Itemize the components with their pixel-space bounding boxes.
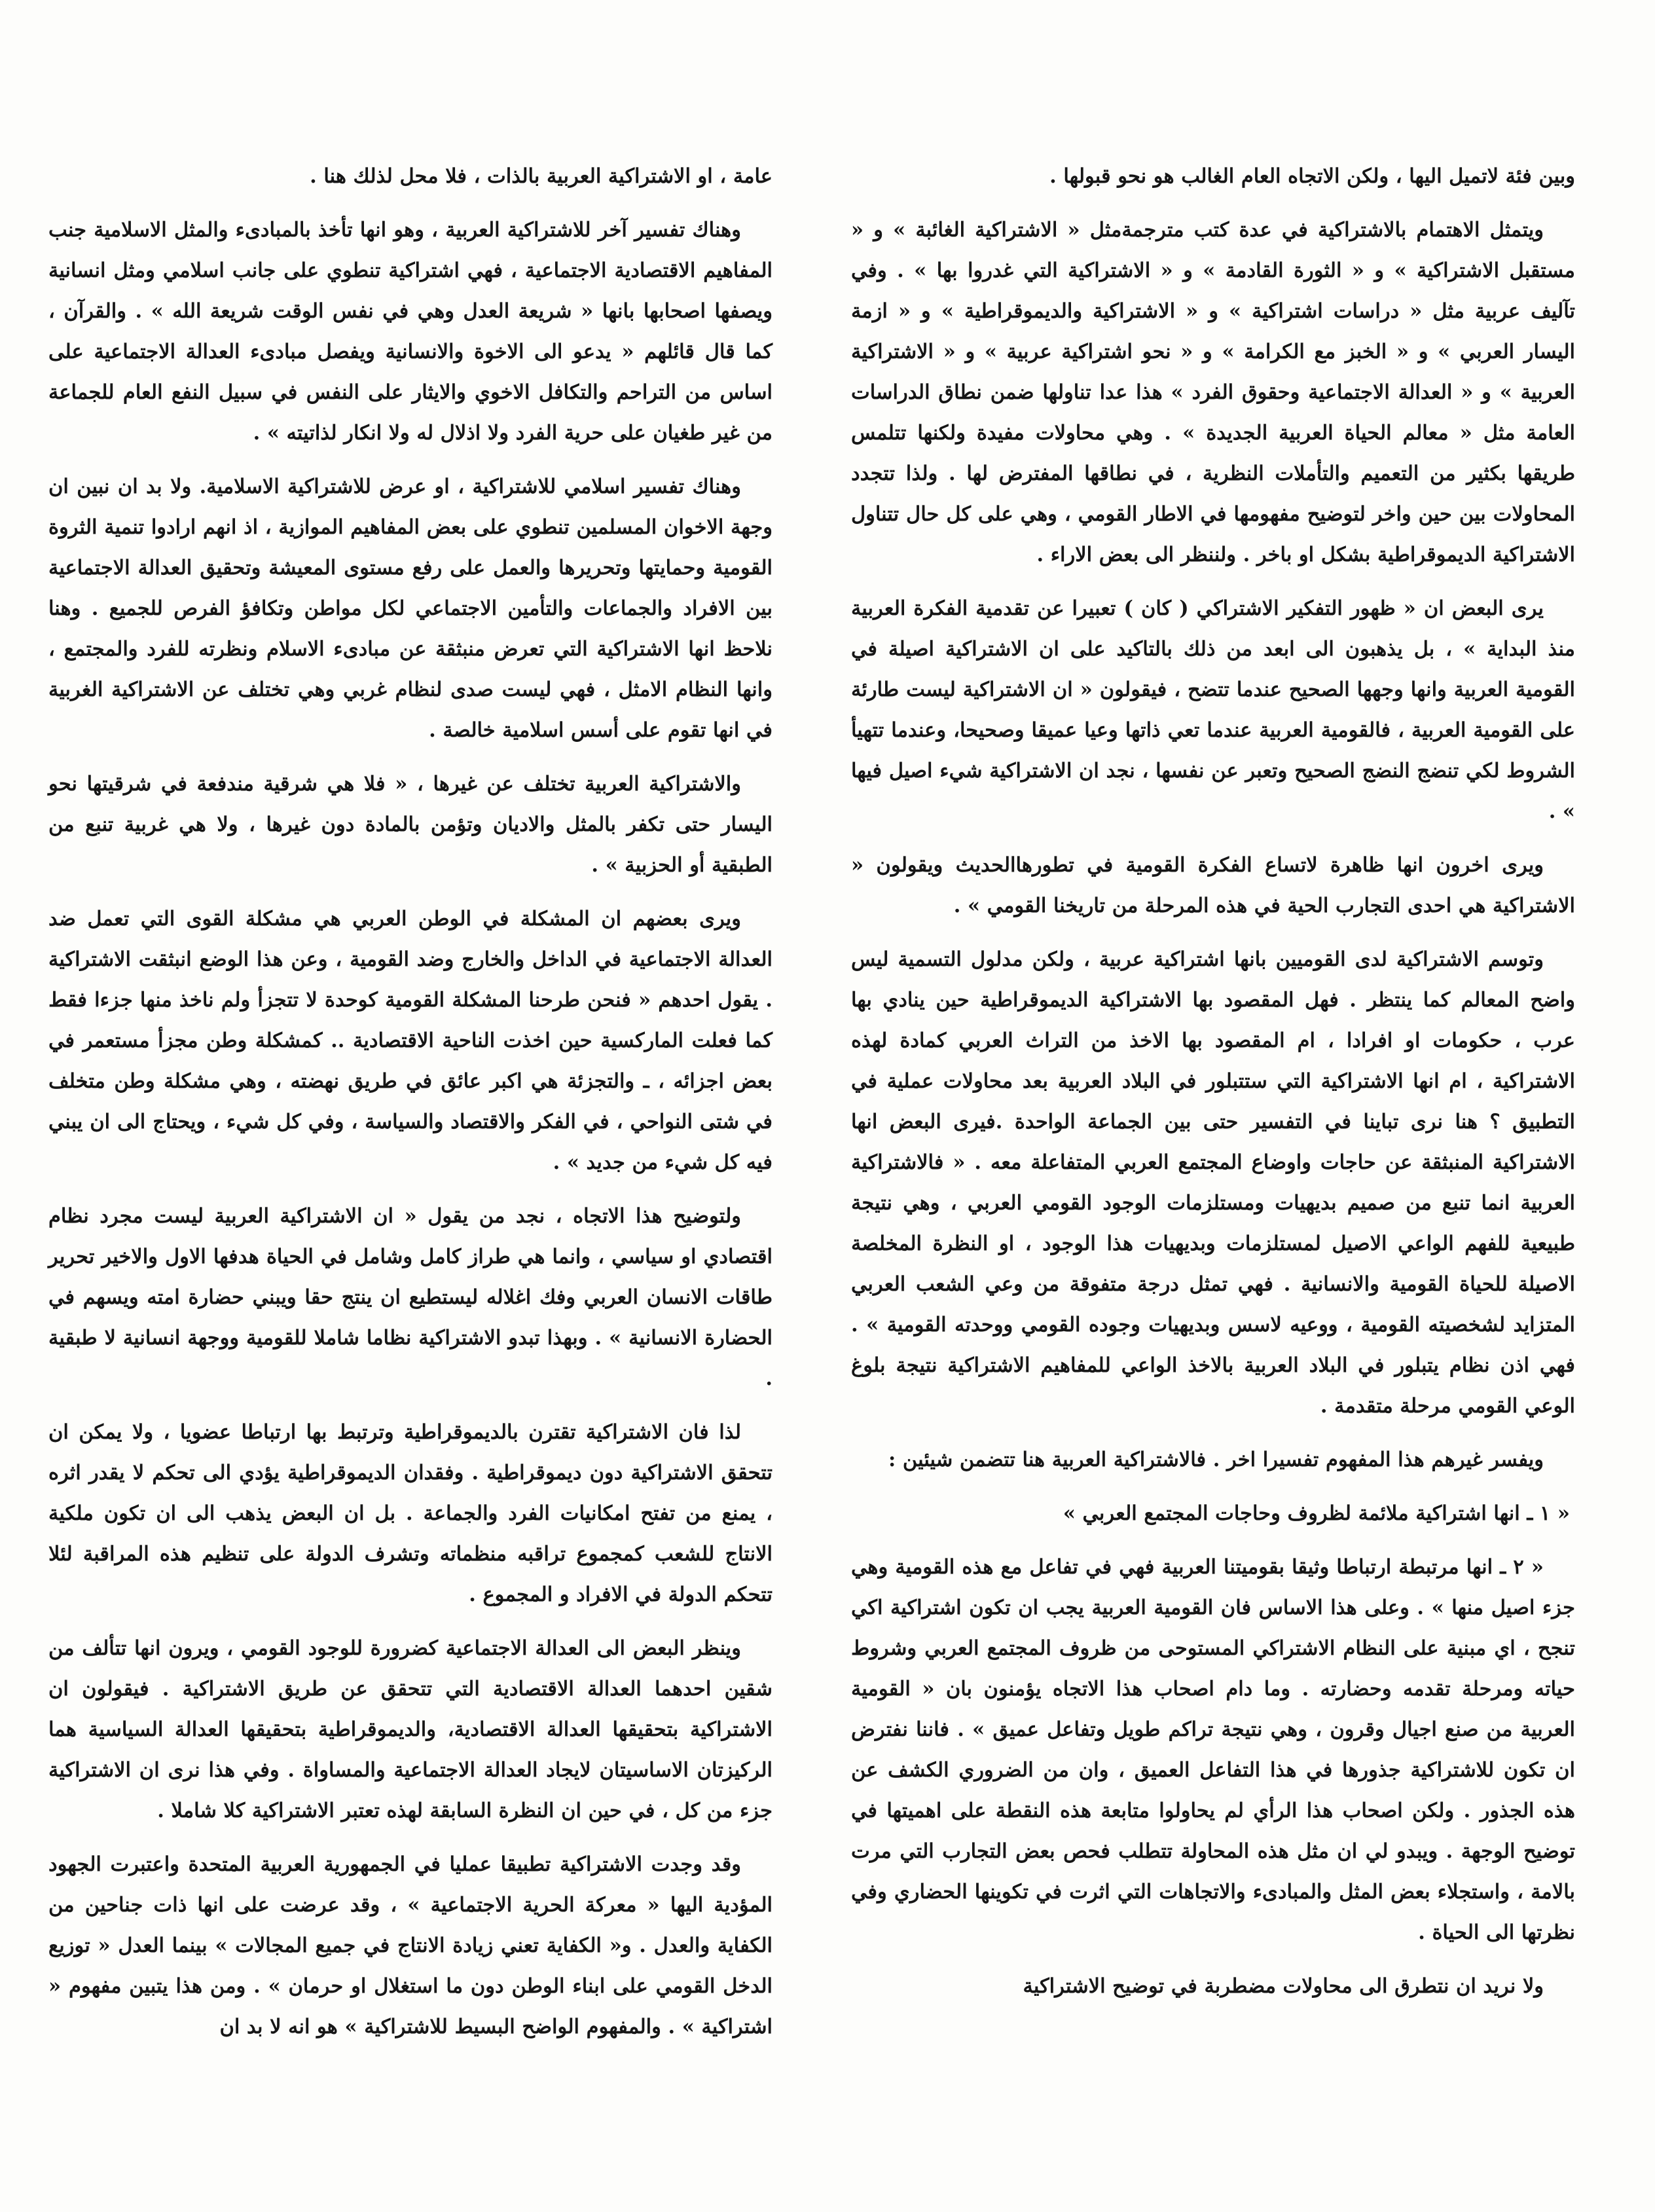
paragraph: وقد وجدت الاشتراكية تطبيقا عمليا في الجمهورية العربية المتحدة واعتبرت الجهود المؤدية اليها « معركة الحرية الاجتماعية » ، وقد عرضت على انها ذات جناحين من الكفاية والعدل . و« الكفاية تعني زيادة الانتاج في جميع المجالات » بينما العدل « توزيع الدخل القومي على ابناء الوطن دون ما استغلال او حرمان » . ومن هذا يتبين مفهوم « اشتراكية » . والمفهوم الواضح البسيط للاشتراكية » هو انه لا بد ان	[48, 1853, 773, 2038]
paragraph: وتوسم الاشتراكية لدى القوميين بانها اشتراكية عربية ، ولكن مدلول التسمية ليس واضح المعالم كما ينتظر . فهل المقصود بها الاشتراكية الديموقراطية حين ينادي بها عرب ، حكومات او افرادا ، ام المقصود بها الاخذ من التراث العربي كمادة لهذه الاشتراكية ، ام انها الاشتراكية التي ستتبلور في البلاد العربية بعد محاولات عملية في التطبيق ؟ هنا نرى تباينا في التفسير حتى بين الجماعة الواحدة .فيرى البعض انها الاشتراكية المنبثقة عن حاجات واوضاع المجتمع العربي المتفاعلة معه . « فالاشتراكية العربية انما تنبع من صميم بديهيات ومستلزمات الوجود القومي العربي ، وهي نتيجة طبيعية للفهم الواعي الاصيل لمستلزمات وبديهيات هذا الوجود ، او النظرة المخلصة الاصيلة للحياة القومية والانسانية . فهي تمثل درجة متفوقة من وعي الشعب العربي المتزايد لشخصيته القومية ، ووعيه لاسس وبديهيات وجوده القومي ووحدته القومية » . فهي اذن نظام يتبلور في البلاد العربية بالاخذ الواعي للمفاهيم الاشتراكية نتيجة بلوغ الوعي القومي مرحلة متقدمة .	[851, 948, 1575, 1418]
paragraph: وبين فئة لاتميل اليها ، ولكن الاتجاه العام الغالب هو نحو قبولها .	[1049, 164, 1575, 188]
paragraph: ولتوضيح هذا الاتجاه ، نجد من يقول « ان الاشتراكية العربية ليست مجرد نظام اقتصادي او سياسي ، وانما هي طراز كامل وشامل في الحياة هدفها الاول والاخير تحرير طاقات الانسان العربي وفك اغلاله ليستطيع ان ينتج حقا ويبني حضارة امته ويسهم في الحضارة الانسانية » . وبهذا تبدو الاشتراكية نظاما شاملا للقومية ووجهة انسانية لا طبقية .	[48, 1204, 773, 1390]
paragraph: وهناك تفسير آخر للاشتراكية العربية ، وهو انها تأخذ بالمبادىء والمثل الاسلامية جنب المفاهيم الاقتصادية الاجتماعية ، فهي اشتراكية تنطوي على جانب اسلامي ومثل انسانية ويصفها اصحابها بانها « شريعة العدل وهي في نفس الوقت شريعة الله » . والقرآن ، كما قال قائلهم « يدعو الى الاخوة والانسانية ويفصل مبادىء العدالة الاجتماعية على اساس من التراحم والتكافل الاخوي والايثار على النفس في سبيل النفع العام للجماعة من غير طغيان على حرية الفرد ولا اذلال له ولا انكار لذاتيته » .	[48, 218, 773, 445]
paragraph: لذا فان الاشتراكية تقترن بالديموقراطية وترتبط بها ارتباطا عضويا ، ولا يمكن ان تتحقق الاشتراكية دون ديموقراطية . وفقدان الديموقراطية يؤدي الى تحكم لا يقدر اثره ، يمنع من تفتح امكانيات الفرد والجماعة . بل ان البعض يذهب الى ان تكون ملكية الانتاج للشعب كمجموع تراقبه منظماته وتشرف الدولة على تنظيم هذه المراقبة لئلا تتحكم الدولة في الافراد و المجموع .	[48, 1420, 773, 1606]
quoted-point: « ١ ـ انها اشتراكية ملائمة لظروف وحاجات المجتمع العربي »	[1063, 1502, 1570, 1525]
paragraph: وينظر البعض الى العدالة الاجتماعية كضرورة للوجود القومي ، ويرون انها تتألف من شقين احدهما العدالة الاقتصادية التي تتحقق عن طريق الاشتراكية . فيقولون ان الاشتراكية بتحقيقها العدالة الاقتصادية، والديموقراطية بتحقيقها العدالة السياسية هما الركيزتان الاساسيتان لايجاد العدالة الاجتماعية والمساواة . وفي هذا نرى ان الاشتراكية جزء من كل ، في حين ان النظرة السابقة لهذه تعتبر الاشتراكية كلا شاملا .	[48, 1636, 773, 1822]
paragraph: وهناك تفسير اسلامي للاشتراكية ، او عرض للاشتراكية الاسلامية. ولا بد ان نبين ان وجهة الاخوان المسلمين تنطوي على بعض المفاهيم الموازية ، اذ انهم ارادوا تنمية الثروة القومية وحمايتها وتحريرها والعمل على رفع مستوى المعيشة وتحقيق العدالة الاجتماعية بين الافراد والجماعات والتأمين الاجتماعي لكل مواطن وتكافؤ الفرص للجميع . وهنا نلاحظ انها الاشتراكية التي تعرض منبثقة عن مبادىء الاسلام ونظرته للفرد والمجتمع ، وانها النظام الامثل ، فهي ليست صدى لنظام غربي وهي تختلف عن الاشتراكية الغربية في انها تقوم على أسس اسلامية خالصة .	[48, 475, 773, 742]
paragraph: عامة ، او الاشتراكية العربية بالذات ، فلا محل لذلك هنا .	[310, 164, 773, 188]
right-column	[851, 156, 1575, 2019]
paragraph: ويتمثل الاهتمام بالاشتراكية في عدة كتب مترجمةمثل « الاشتراكية الغائبة » و « مستقبل الاشتراكية » و « الثورة القادمة » و « الاشتراكية التي غدروا بها » . وفي تآليف عربية مثل « دراسات اشتراكية » و « الاشتراكية والديموقراطية » و « ازمة اليسار العربي » و « الخبز مع الكرامة » و « نحو اشتراكية عربية » و « الاشتراكية العربية » و « العدالة الاجتماعية وحقوق الفرد » هذا عدا تناولها ضمن نطاق الدراسات العامة مثل « معالم الحياة العربية الجديدة » . وهي محاولات مفيدة ولكنها تتلمس طريقها بكثير من التعميم والتأملات النظرية ، في نطاقها المفترض لها . ولذا تتجدد المحاولات بين حين واخر لتوضيح مفهومها في الاطار القومي ، وهي على كل حال تتناول الاشتراكية الديموقراطية بشكل او باخر . ولننظر الى بعض الاراء .	[851, 218, 1575, 566]
paragraph: ولا نريد ان نتطرق الى محاولات مضطربة في توضيح الاشتراكية	[1023, 1974, 1544, 1998]
paragraph: يرى البعض ان « ظهور التفكير الاشتراكي ( كان ) تعبيرا عن تقدمية الفكرة العربية منذ البداية » ، بل يذهبون الى ابعد من ذلك بالتاكيد على ان الاشتراكية اصيلة في القومية العربية وانها وجهها الصحيح عندما تتضح ، فيقولون « ان الاشتراكية ليست طارئة على القومية العربية ، فالقومية العربية عندما تعي ذاتها وعيا عميقا وصحيحا، وعندما تتهيأ الشروط لكي تنضج النضج الصحيح وتعبر عن نفسها ، نجد ان الاشتراكية شيء اصيل فيها » .	[851, 597, 1575, 823]
paragraph: والاشتراكية العربية تختلف عن غيرها ، « فلا هي شرقية مندفعة في شرقيتها نحو اليسار حتى تكفر بالمثل والاديان وتؤمن بالمادة دون غيرها ، ولا هي غربية تنبع من الطبقية أو الحزبية » .	[48, 772, 773, 877]
paragraph: ويرى اخرون انها ظاهرة لاتساع الفكرة القومية في تطورهاالحديث ويقولون « الاشتراكية هي احدى التجارب الحية في هذه المرحلة من تاريخنا القومي » .	[851, 853, 1575, 917]
paragraph: ويفسر غيرهم هذا المفهوم تفسيرا اخر . فالاشتراكية العربية هنا تتضمن شيئين :	[888, 1448, 1544, 1471]
paragraph: « ٢ ـ انها مرتبطة ارتباطا وثيقا بقوميتنا العربية فهي في تفاعل مع هذه القومية وهي جزء اصيل منها » . وعلى هذا الاساس فان القومية العربية يجب ان تكون اشتراكية اكي تنجح ، اي مبنية على النظام الاشتراكي المستوحى من ظروف المجتمع العربي وشروط حياته ومرحلة تقدمه وحضارته . وما دام اصحاب هذا الاتجاه يؤمنون بان « القومية العربية من صنع اجيال وقرون ، وهي نتيجة تراكم طويل وتفاعل عميق » . فاننا نفترض ان تكون للاشتراكية جذورها في هذا التفاعل العميق ، وان من الضروري الكشف عن هذه الجذور . ولكن اصحاب هذا الرأي لم يحاولوا متابعة هذه النقطة على اهميتها في توضيح الوجهة . ويبدو لي ان مثل هذه المحاولة تتطلب فحص بعض التجارب التي مرت بالامة ، واستجلاء بعض المثل والمبادىء والاتجاهات التي اثرت في تكوينها الحضاري وفي نظرتها الى الحياة .	[851, 1555, 1575, 1944]
paragraph: ويرى بعضهم ان المشكلة في الوطن العربي هي مشكلة القوى التي تعمل ضد العدالة الاجتماعية في الداخل والخارج وضد القومية ، وعن هذا الوضع انبثقت الاشتراكية . يقول احدهم « فنحن طرحنا المشكلة القومية كوحدة لا تتجزأ ولم ناخذ منها جزءا فقط كما فعلت الماركسية حين اخذت الناحية الاقتصادية .. كمشكلة وطن مجزأ مستعمر في بعض اجزائه ، ـ والتجزئة هي اكبر عائق في طريق نهضته ، وهي مشكلة وطن متخلف في شتى النواحي ، في الفكر والاقتصاد والسياسة ، وفي كل شيء ، ويحتاج الى ان يبني فيه كل شيء من جديد » .	[48, 907, 773, 1174]
left-column	[48, 156, 773, 2060]
